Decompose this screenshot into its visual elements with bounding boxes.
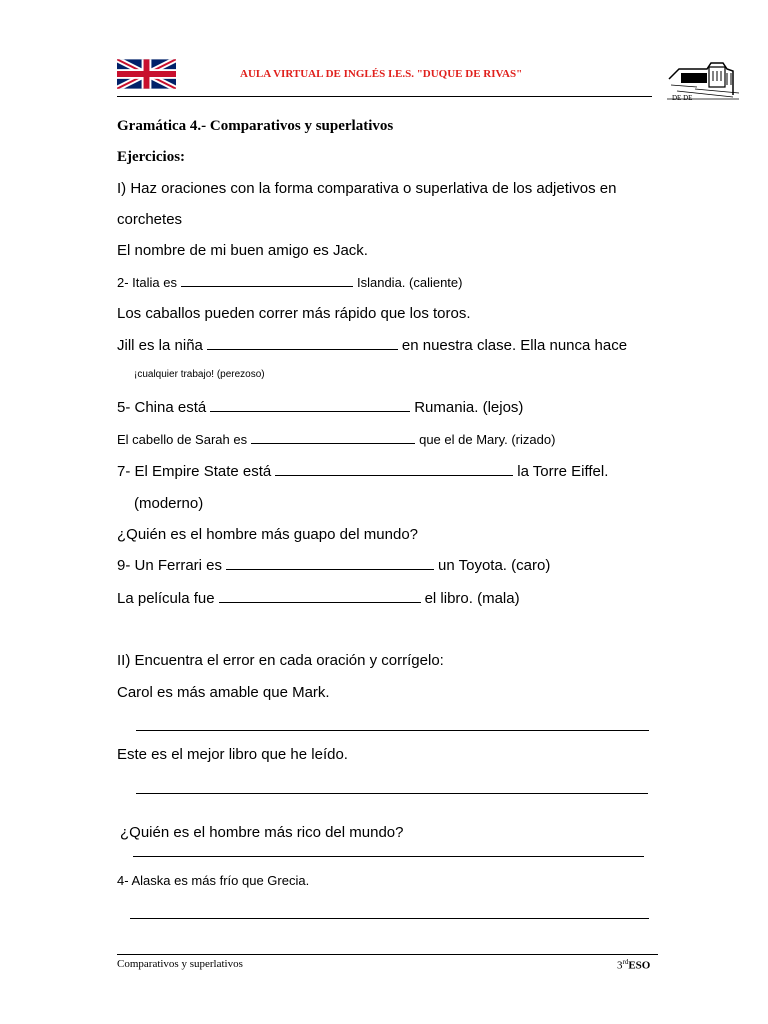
error4-sentence: 4- Alaska es más frío que Grecia.: [117, 873, 310, 888]
exercise2-text-a: 2- Italia es: [117, 275, 177, 290]
exercise2-line: [117, 274, 462, 290]
footer-course-suffix: rd: [622, 958, 629, 966]
error1-sentence: Carol es más amable que Mark.: [117, 684, 330, 701]
exercise6-text-b: que el de Mary. (rizado): [419, 432, 556, 447]
exercise10-text-b: el libro. (mala): [424, 590, 520, 607]
footer-rule: [117, 954, 658, 955]
exercise4-text-a: Jill es la niña: [117, 337, 203, 354]
logo-caption: DE DE: [672, 94, 693, 102]
section2-instruction: II) Encuentra el error en cada oración y corrígelo:: [117, 652, 444, 669]
exercise4-blank[interactable]: [207, 337, 398, 350]
exercise1-sentence: El nombre de mi buen amigo es Jack.: [117, 242, 368, 259]
error2-answer-line[interactable]: [136, 793, 648, 794]
error3-sentence: ¿Quién es el hombre más rico del mundo?: [120, 824, 404, 841]
error3-answer-line[interactable]: [133, 856, 644, 857]
exercise5-text-b: Rumania. (lejos): [414, 399, 524, 416]
exercise7-text-b: la Torre Eiffel.: [517, 463, 609, 480]
exercise9-blank[interactable]: [226, 557, 434, 570]
uk-flag-icon: [117, 58, 176, 90]
exercise4-continuation: ¡cualquier trabajo! (perezoso): [134, 369, 265, 380]
exercise6-text-a: El cabello de Sarah es: [117, 432, 248, 447]
exercise5-line: [117, 399, 523, 416]
exercise2-text-b: Islandia. (caliente): [356, 275, 463, 290]
exercise4-text-b: en nuestra clase. Ella nunca hace: [401, 337, 628, 354]
exercise8-sentence: ¿Quién es el hombre más guapo del mundo?: [117, 526, 419, 543]
error1-answer-line[interactable]: [136, 730, 649, 731]
exercise2-blank[interactable]: [181, 274, 353, 287]
error2-sentence: Este es el mejor libro que he leído.: [117, 746, 348, 763]
exercise9-text-a: 9- Un Ferrari es: [117, 557, 223, 574]
exercise6-blank[interactable]: [251, 431, 415, 444]
exercise5-text-a: 5- China está: [117, 399, 207, 416]
exercise5-blank[interactable]: [210, 399, 410, 412]
section1-instruction-line2: corchetes: [117, 211, 183, 228]
header-rule: [117, 96, 652, 97]
footer-course-label: ESO: [628, 959, 651, 972]
exercise10-text-a: La película fue: [117, 590, 215, 607]
footer-course-number: 3: [617, 959, 623, 972]
exercise7-continuation: (moderno): [134, 495, 204, 512]
exercise3-sentence: Los caballos pueden correr más rápido que los toros.: [117, 305, 471, 322]
exercise10-line: [117, 590, 520, 607]
exercise9-line: [117, 557, 550, 574]
exercise6-line: [117, 431, 555, 447]
exercise4-line: [117, 337, 627, 354]
exercise7-blank[interactable]: [275, 463, 513, 476]
exercise9-text-b: un Toyota. (caro): [438, 557, 551, 574]
footer-right: [617, 958, 650, 972]
exercises-heading: Ejercicios:: [117, 149, 186, 165]
page-title: Gramática 4.- Comparativos y superlativos: [117, 118, 394, 134]
exercise7-text-a: 7- El Empire State está: [117, 463, 272, 480]
header-title: AULA VIRTUAL DE INGLÉS I.E.S. "DUQUE DE RIVAS": [240, 68, 523, 80]
footer-left: Comparativos y superlativos: [117, 958, 243, 970]
error4-answer-line[interactable]: [130, 918, 649, 919]
exercise10-blank[interactable]: [219, 590, 421, 603]
exercise7-line: [117, 463, 608, 480]
section1-instruction-line1: I) Haz oraciones con la forma comparativa o superlativa de los adjetivos en: [117, 180, 617, 197]
